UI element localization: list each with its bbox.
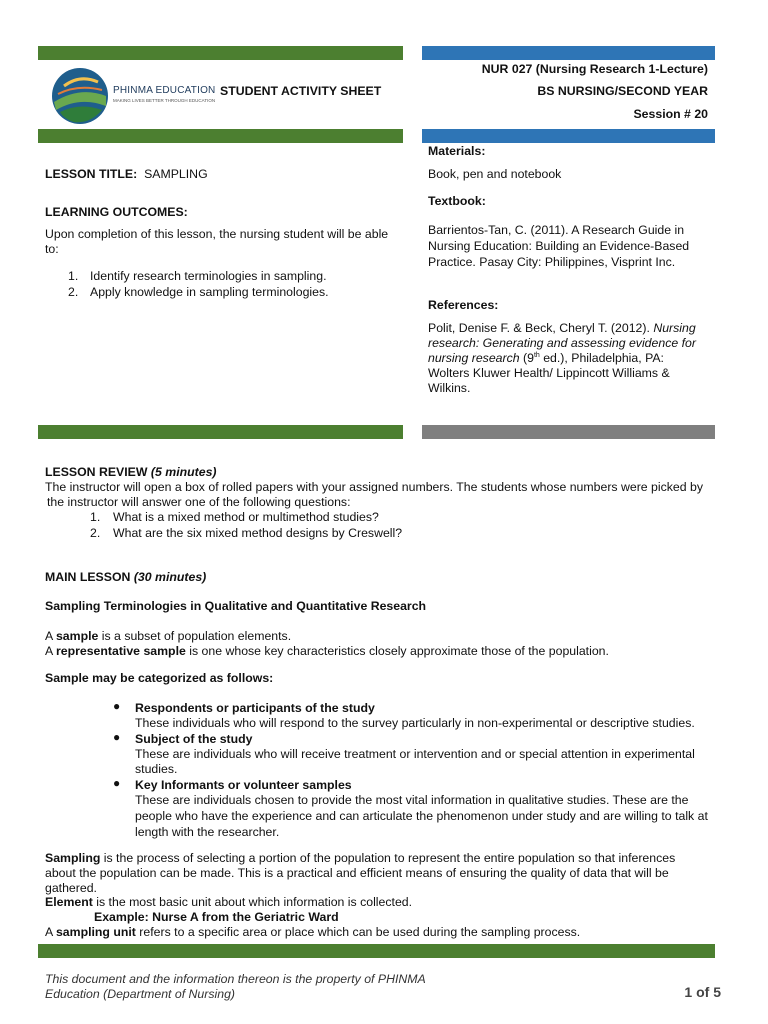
- program-year: BS NURSING/SECOND YEAR: [537, 84, 708, 98]
- materials-text: Book, pen and notebook: [428, 167, 562, 181]
- category-title: Respondents or participants of the study: [135, 701, 375, 715]
- reference-title-part: Nursing: [653, 321, 696, 335]
- category-title: Subject of the study: [135, 732, 253, 746]
- outcome-item: [68, 285, 329, 299]
- reference-edition: (9: [519, 351, 534, 365]
- term: representative sample: [55, 644, 186, 658]
- main-subheading: Sampling Terminologies in Qualitative and Quantitative Research: [45, 599, 427, 613]
- definition-text: is a subset of population elements.: [98, 629, 292, 643]
- definition-element: [45, 895, 412, 909]
- lesson-title: [45, 167, 208, 181]
- term: sample: [55, 629, 99, 643]
- reference-title-part: nursing research: [428, 351, 520, 365]
- reference-line: Wolters Kluwer Health/ Lippincott Williams &: [428, 366, 670, 380]
- header-bar-left: [38, 46, 403, 60]
- section-bar-left: [38, 425, 403, 439]
- reference-publisher: ed.), Philadelphia, PA:: [539, 351, 664, 365]
- lesson-review-time: (5 minutes): [150, 465, 217, 479]
- textbook-heading: Textbook:: [428, 194, 486, 208]
- text-prefix: A: [45, 644, 56, 658]
- term: Element: [45, 895, 93, 909]
- section-bar-right: [422, 129, 715, 143]
- category-text: These individuals who will respond to the survey particularly in non-experimental or descriptive studies.: [135, 716, 695, 730]
- text-prefix: A: [45, 925, 56, 939]
- textbook-line: Barrientos-Tan, C. (2011). A Research Guide in: [428, 223, 685, 237]
- review-text-line: The instructor will open a box of rolled papers with your assigned numbers. The students whose numbers were picked by: [45, 480, 703, 494]
- term: Sampling: [45, 851, 101, 865]
- text-prefix: A: [45, 629, 56, 643]
- bullet-icon: ●: [113, 730, 121, 744]
- reference-line: [428, 321, 696, 335]
- outcome-number: 1.: [68, 269, 79, 283]
- definition-text: is one whose key characteristics closely approximate those of the population.: [185, 644, 609, 658]
- category-text: These are individuals who will receive treatment or intervention and or special attention in experimental: [135, 747, 695, 761]
- lesson-title-label: LESSON TITLE:: [45, 167, 138, 181]
- question-text: What is a mixed method or multimethod studies?: [113, 510, 379, 524]
- footer-line: Education (Department of Nursing): [45, 987, 236, 1001]
- main-lesson-heading: [45, 570, 206, 584]
- definition-sample: [45, 629, 291, 643]
- definition-sampling-line: about the population can be made. This is a practical and efficient means of ensuring the quality of data that will be: [45, 866, 669, 880]
- textbook-line: Nursing Education: Building an Evidence-Based: [428, 239, 690, 253]
- lesson-review-title: LESSON REVIEW: [45, 465, 148, 479]
- question-number: 2.: [90, 526, 101, 540]
- main-lesson-title: MAIN LESSON: [45, 570, 131, 584]
- footer-bar: [38, 944, 715, 958]
- footer-line: This document and the information thereon is the property of PHINMA: [45, 972, 426, 986]
- review-text-line: the instructor will answer one of the following questions:: [47, 495, 351, 509]
- definition-sampling-line: [45, 851, 723, 865]
- outcome-text: Identify research terminologies in sampling.: [90, 269, 327, 283]
- outcome-item: [68, 269, 327, 283]
- category-text: length with the researcher.: [135, 825, 280, 839]
- references-heading: References:: [428, 298, 499, 312]
- outcomes-intro-line-1: Upon completion of this lesson, the nursing student will be able: [45, 227, 389, 241]
- category-text: These are individuals chosen to provide the most vital information in qualitative studies. These are the: [135, 793, 689, 807]
- outcomes-intro-line-2: to:: [45, 242, 59, 256]
- reference-line: [428, 351, 664, 365]
- term: sampling unit: [55, 925, 136, 939]
- category-title: Key Informants or volunteer samples: [135, 778, 352, 792]
- outcome-text: Apply knowledge in sampling terminologies.: [90, 285, 329, 299]
- review-question: [90, 510, 379, 524]
- section-bar-right: [422, 425, 715, 439]
- logo-tagline: MAKING LIVES BETTER THROUGH EDUCATION: [113, 98, 216, 103]
- section-bar-left: [38, 129, 403, 143]
- bullet-icon: ●: [113, 776, 121, 790]
- category-text: people who have the experience and can articulate the phenomenon under study and are willing to talk at: [135, 809, 708, 823]
- course-title: NUR 027 (Nursing Research 1-Lecture): [481, 62, 708, 76]
- session-number: Session # 20: [633, 107, 708, 121]
- page-number: 1 of 5: [684, 984, 721, 1000]
- definition-sampling-line: gathered.: [45, 881, 97, 895]
- question-text: What are the six mixed method designs by Creswell?: [113, 526, 403, 540]
- main-lesson-time: (30 minutes): [133, 570, 207, 584]
- question-number: 1.: [90, 510, 101, 524]
- definition-text: is the most basic unit about which information is collected.: [92, 895, 413, 909]
- header-bar-right: [422, 46, 715, 60]
- sheet-title: STUDENT ACTIVITY SHEET: [220, 84, 382, 98]
- reference-line: Wilkins.: [428, 381, 471, 395]
- reference-edition-sup: th: [533, 351, 540, 359]
- reference-line: research: Generating and assessing evidence for: [428, 336, 696, 350]
- outcome-number: 2.: [68, 285, 79, 299]
- logo-text: PHINMA EDUCATION: [113, 85, 216, 96]
- bullet-icon: ●: [113, 699, 121, 713]
- categorized-heading: Sample may be categorized as follows:: [45, 671, 274, 685]
- textbook-line: Practice. Pasay City: Philippines, Visprint Inc.: [428, 255, 676, 269]
- reference-authors: Polit, Denise F. & Beck, Cheryl T. (2012).: [428, 321, 654, 335]
- phinma-logo: [50, 66, 110, 126]
- category-text: studies.: [135, 762, 178, 776]
- definition-sampling-unit: [45, 925, 580, 939]
- review-question: [90, 526, 403, 540]
- definition-text: refers to a specific area or place which can be used during the sampling process.: [135, 925, 581, 939]
- definition-representative-sample: [45, 644, 609, 658]
- lesson-review-heading: [45, 465, 217, 479]
- materials-heading: Materials:: [428, 144, 486, 158]
- lesson-title-value: SAMPLING: [144, 167, 208, 181]
- example-text: Example: Nurse A from the Geriatric Ward: [94, 910, 339, 924]
- learning-outcomes-heading: LEARNING OUTCOMES:: [45, 205, 188, 219]
- definition-text: is the process of selecting a portion of the population to represent the entire population so that inferences: [100, 851, 676, 865]
